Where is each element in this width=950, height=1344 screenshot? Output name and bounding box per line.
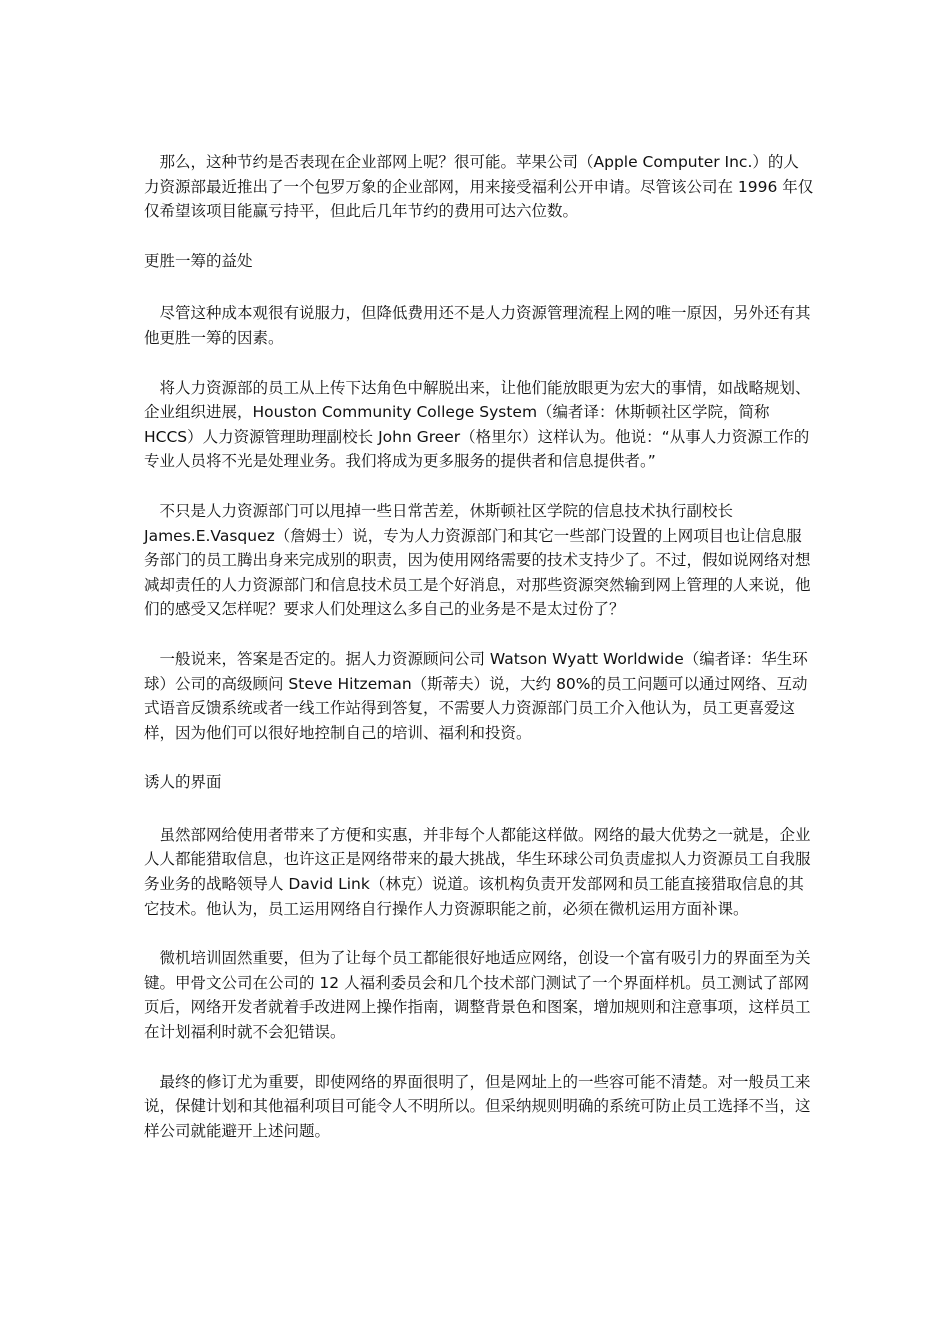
paragraph-final-revision: 最终的修订尤为重要，即使网络的界面很明了，但是网址上的一些容可能不清楚。对一般员工来说，保健计划和其他福利项目可能令人不明所以。但采纳规则明确的系统可防止员工选择不当，这样公司就能避开上述问题。 [144,1072,811,1140]
paragraph-gap [144,921,814,946]
section-heading-interface: 诱人的界面 [144,773,222,792]
paragraph-gap [144,622,814,647]
document-page [144,150,814,1143]
paragraph-gap [144,1045,814,1070]
paragraph-cost-view: 尽管这种成本观很有说服力，但降低费用还不是人力资源管理流程上网的唯一原因，另外还有其他更胜一筹的因素。 [144,304,811,347]
paragraph-james-vasquez: 不只是人力资源部门可以甩掉一些日常苦差，休斯顿社区学院的信息技术执行副校长 James.E.Vasquez（詹姆士）说，专为人力资源部门和其它一些部门设置的上网项目也让信息服务部门的员工腾出身来完成别的职责，因为使用网络需要的技术支持少了。不过，假如说网络对想减却责任的人力资源部门和信息技术员工是个好消息，对那些资源突然输到网上管理的人来说，他们的感受又怎样呢？要求人们处理这么多自己的业务是不是太过份了？ [144,501,811,619]
paragraph-john-greer: 将人力资源部的员工从上传下达角色中解脱出来，让他们能放眼更为宏大的事情，如战略规划、企业组织进展，Houston Community College System（编者译：休斯顿社区学院，简称 HCCS）人力资源管理助理副校长 John Greer（格里尔）这样认为。他说：“从事人力资源工作的专业人员将不光是处理业务。我们将成为更多服务的提供者和信息提供者。” [144,378,811,471]
paragraph-david-link: 虽然部网给使用者带来了方便和实惠，并非每个人都能这样做。网络的最大优势之一就是，企业人人都能猎取信息，也许这正是网络带来的最大挑战，华生环球公司负责虚拟人力资源员工自我服务业务的战略领导人 David Link（林克）说道。该机构负责开发部网和员工能直接猎取信息的其它技术。他认为，员工运用网络自行操作人力资源职能之前，必须在微机运用方面补课。 [144,825,811,918]
paragraph-gap [144,745,814,770]
paragraph-gap [144,795,814,823]
paragraph-gap [144,224,814,249]
paragraph-apple-intranet: 那么，这种节约是否表现在企业部网上呢？很可能。苹果公司（Apple Computer Inc.）的人力资源部最近推出了一个包罗万象的企业部网，用来接受福利公开申请。尽管该公司在 1996 年仅仅希望该项目能赢亏持平，但此后几年节约的费用可达六位数。 [144,153,814,221]
paragraph-oracle-testing: 微机培训固然重要，但为了让每个员工都能很好地适应网络，创设一个富有吸引力的界面至为关键。甲骨文公司在公司的 12 人福利委员会和几个技术部门测试了一个界面样机。员工测试了部网页后，网络开发者就着手改进网上操作指南，调整背景色和图案，增加规则和注意事项，这样员工在计划福利时就不会犯错误。 [144,949,811,1042]
paragraph-gap [144,474,814,499]
paragraph-steve-hitzeman: 一般说来，答案是否定的。据人力资源顾问公司 Watson Wyatt Worldwide（编者译：华生环球）公司的高级顾问 Steve Hitzeman（斯蒂夫）说，大约 80%的员工问题可以通过网络、互动式语音反馈系统或者一线工作站得到答复，不需要人力资源部门员工介入他认为，员工更喜爱这样，因为他们可以很好地控制自己的培训、福利和投资。 [144,649,808,742]
paragraph-gap [144,351,814,376]
paragraph-gap [144,273,814,301]
section-heading-benefits: 更胜一筹的益处 [144,251,253,270]
